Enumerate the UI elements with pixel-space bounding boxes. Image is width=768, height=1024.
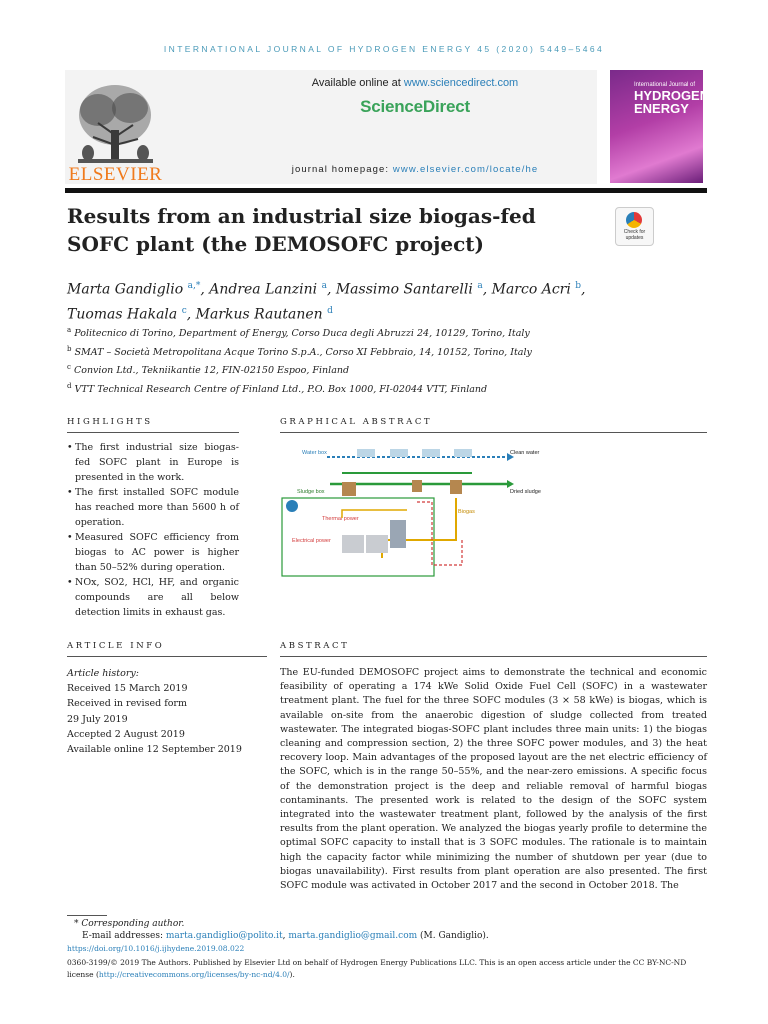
affiliation-sup: a [67, 326, 72, 334]
abstract-rule [280, 656, 707, 657]
ga-water-box-label: Water box [302, 450, 327, 456]
author-affil-sup[interactable]: a [477, 281, 483, 291]
journal-homepage-link[interactable]: www.elsevier.com/locate/he [392, 164, 539, 175]
article-history-label: Article history: [67, 668, 139, 679]
check-updates-icon [626, 212, 642, 228]
author-name[interactable]: Andrea Lanzini [209, 281, 318, 298]
affiliation-text: Convion Ltd., Tekniikantie 12, FIN-02150 Espoo, Finland [73, 365, 350, 377]
ga-tank-1 [357, 449, 375, 457]
highlight-item: • Measured SOFC efficiency from biogas to AC power is higher than 50–52% during operation. [67, 530, 239, 575]
ga-digester-3 [450, 480, 462, 494]
email-link-2[interactable]: marta.gandiglio@gmail.com [288, 931, 418, 941]
article-info-rule [67, 656, 267, 657]
sciencedirect-link[interactable]: www.sciencedirect.com [403, 77, 519, 89]
author-affil-sup[interactable]: a [321, 281, 327, 291]
homepage-prefix: journal homepage: [291, 164, 393, 175]
cover-big-text-1: HYDROGEN [634, 88, 710, 103]
article-history-line: Available online 12 September 2019 [67, 744, 242, 756]
ga-electrical-power-label: Electrical power [292, 538, 331, 544]
header-rule [65, 188, 707, 193]
doi-line [67, 943, 707, 954]
author-name[interactable]: Marta Gandiglio [67, 281, 184, 298]
article-info-heading: ARTICLE INFO [67, 641, 165, 651]
email-line [82, 930, 712, 942]
author-affil-sup[interactable]: b [575, 281, 582, 291]
highlights-heading: HIGHLIGHTS [67, 417, 153, 427]
sciencedirect-brand: ScienceDirect [360, 97, 470, 116]
ga-dried-sludge-label: Dried sludge [510, 489, 541, 495]
article-history-line: Received in revised form [67, 698, 187, 710]
author-name[interactable]: Tuomas Hakala [67, 306, 178, 323]
journal-cover-title [634, 82, 710, 116]
highlights-rule [67, 432, 239, 433]
ga-tank-4 [454, 449, 472, 457]
ga-tank-2 [390, 449, 408, 457]
ga-thermal-power-label: Thermal power [322, 516, 359, 522]
doi-link[interactable]: https://doi.org/10.1016/j.ijhydene.2019.08.022 [67, 944, 245, 953]
affiliation-list [67, 323, 707, 398]
article-history [67, 666, 267, 757]
ga-project-logo-icon [286, 500, 298, 512]
license-line-2 [67, 969, 707, 980]
abstract-text: The EU-funded DEMOSOFC project aims to demonstrate the technical and economic feasibility of operating a 174 kWe Solid Oxide Fuel Cell (SOFC) in a wastewater treatment plant. The fuel for the three SOFC modules (3 × 58 kWe) is biogas, which is available on-site from the anaerobic digestion of sludge collected from treated wastewater. The integrated biogas-SOFC plant includes three main units: 1) the biogas cleaning and compression section, 2) the three SOFC power modules, and 3) the heat recovery loop. Main advantages of the proposed layout are the net electric efficiency of the SOFC, which is in the range 50–55%, and the near-zero emissions. A specific focus of the demonstration project is the deep and reliable removal of harmful biogas contaminants. The presented work is related to the design of the SOFC system integrated into the wastewater treatment plant, followed by the analysis of the first results from the plant operation. We analyzed the biogas yearly profile to determine the optimal SOFC capacity to install that is 3 SOFC modules. The rationale is to maintain high the capacity factor while minimizing the number of shutdown per year (due to biogas unavailability). First results from plant operation are also presented. The first SOFC module was activated in October 2017 and the second in October 2018. The [280, 667, 707, 892]
highlights-list [67, 440, 239, 620]
ga-sofc-module-3 [390, 520, 406, 548]
ga-biogas-label: Biogas [458, 509, 475, 515]
highlight-item: • NOx, SO2, HCl, HF, and organic compounds are all below detection limits in exhaust gas. [67, 575, 239, 620]
affiliation-item [67, 360, 707, 379]
cover-big-text-2: ENERGY [634, 101, 689, 116]
highlight-item: • The first installed SOFC module has reached more than 5600 h of operation. [67, 485, 239, 530]
check-label-line-1: Check for [623, 229, 646, 235]
affiliation-sup: d [67, 381, 72, 390]
email-prefix: E-mail addresses: [82, 931, 166, 941]
affiliation-sup: b [67, 344, 72, 353]
email-link-1[interactable]: marta.gandiglio@polito.it [165, 931, 283, 941]
graphical-abstract-rule [280, 432, 707, 433]
author-affil-sup[interactable]: a,* [187, 281, 201, 291]
article-history-line: 29 July 2019 [67, 713, 128, 725]
publisher-wordmark: ELSEVIER [68, 164, 163, 185]
article-history-line: Received 15 March 2019 [67, 683, 188, 695]
graphical-abstract-heading: GRAPHICAL ABSTRACT [280, 417, 433, 427]
cover-small-text: International Journal of [634, 82, 696, 88]
author-affil-sup[interactable]: c [181, 305, 187, 316]
affiliation-item [67, 342, 707, 361]
author-name[interactable]: Massimo Santarelli [335, 281, 473, 298]
ga-clean-water-label: Clean water [510, 450, 540, 456]
journal-homepage-line [230, 164, 600, 175]
license-line-1: 0360-3199/© 2019 The Authors. Published by Elsevier Ltd on behalf of Hydrogen Energy Publications LLC. This is an open access article under the CC BY-NC-ND [67, 958, 687, 967]
affiliation-item [67, 323, 707, 342]
license-link[interactable]: http://creativecommons.org/licenses/by-nc-nd/4.0/ [98, 970, 290, 979]
affiliation-item [67, 379, 707, 398]
author-list: Marta Gandiglio $^{a,*}$, Andrea Lanzini $^a$, Massimo Santarelli $^a$, Marco Acri $^b$, Tuomas Hakala $^c$, Markus Rautanen $^d$ [67, 281, 586, 323]
affiliation-text: SMAT – Società Metropolitana Acque Torino S.p.A., Corso XI Febbraio, 14, 10152, Torino, Italy [74, 346, 532, 358]
footnote-rule [67, 915, 107, 916]
author-affil-sup[interactable]: d [327, 305, 333, 316]
corresponding-author-note: * Corresponding author. [74, 919, 185, 929]
ga-tank-3 [422, 449, 440, 457]
author-name[interactable]: Marco Acri [491, 281, 571, 298]
affiliation-text: Politecnico di Torino, Department of Energy, Corso Duca degli Abruzzi 24, 10129, Torino, Italy [74, 328, 530, 340]
license-prefix: license ( [67, 970, 99, 979]
ga-digester-2 [412, 480, 422, 492]
ga-sofc-module-1 [342, 535, 364, 553]
author-name[interactable]: Markus Rautanen [195, 306, 323, 323]
ga-sludge-box-label: Sludge box [297, 489, 325, 495]
affiliation-text: VTT Technical Research Centre of Finland Ltd., P.O. Box 1000, FI-02044 VTT, Finland [74, 384, 488, 396]
ga-digester-1 [342, 482, 356, 496]
abstract-heading: ABSTRACT [280, 641, 350, 651]
email-separator: , [282, 931, 289, 941]
available-online-line [230, 77, 600, 89]
license-suffix: ). [289, 970, 295, 979]
graphical-abstract-diagram [282, 440, 541, 580]
affiliation-sup: c [67, 363, 71, 372]
ga-sofc-module-2 [366, 535, 388, 553]
email-suffix: (M. Gandiglio). [417, 931, 489, 941]
check-label-line-2: updates [625, 235, 644, 241]
available-prefix: Available online at [311, 77, 404, 89]
article-history-line: Accepted 2 August 2019 [67, 728, 185, 740]
article-title: Results from an industrial size biogas-fed SOFC plant (the DEMOSOFC project) [67, 204, 536, 256]
journal-citation-line: INTERNATIONAL JOURNAL OF HYDROGEN ENERGY 45 (2020) 5449–5464 [163, 44, 605, 54]
check-updates-label [615, 229, 654, 241]
highlight-item: • The first industrial size biogas-fed SOFC plant in Europe is presented in the work. [67, 440, 239, 485]
